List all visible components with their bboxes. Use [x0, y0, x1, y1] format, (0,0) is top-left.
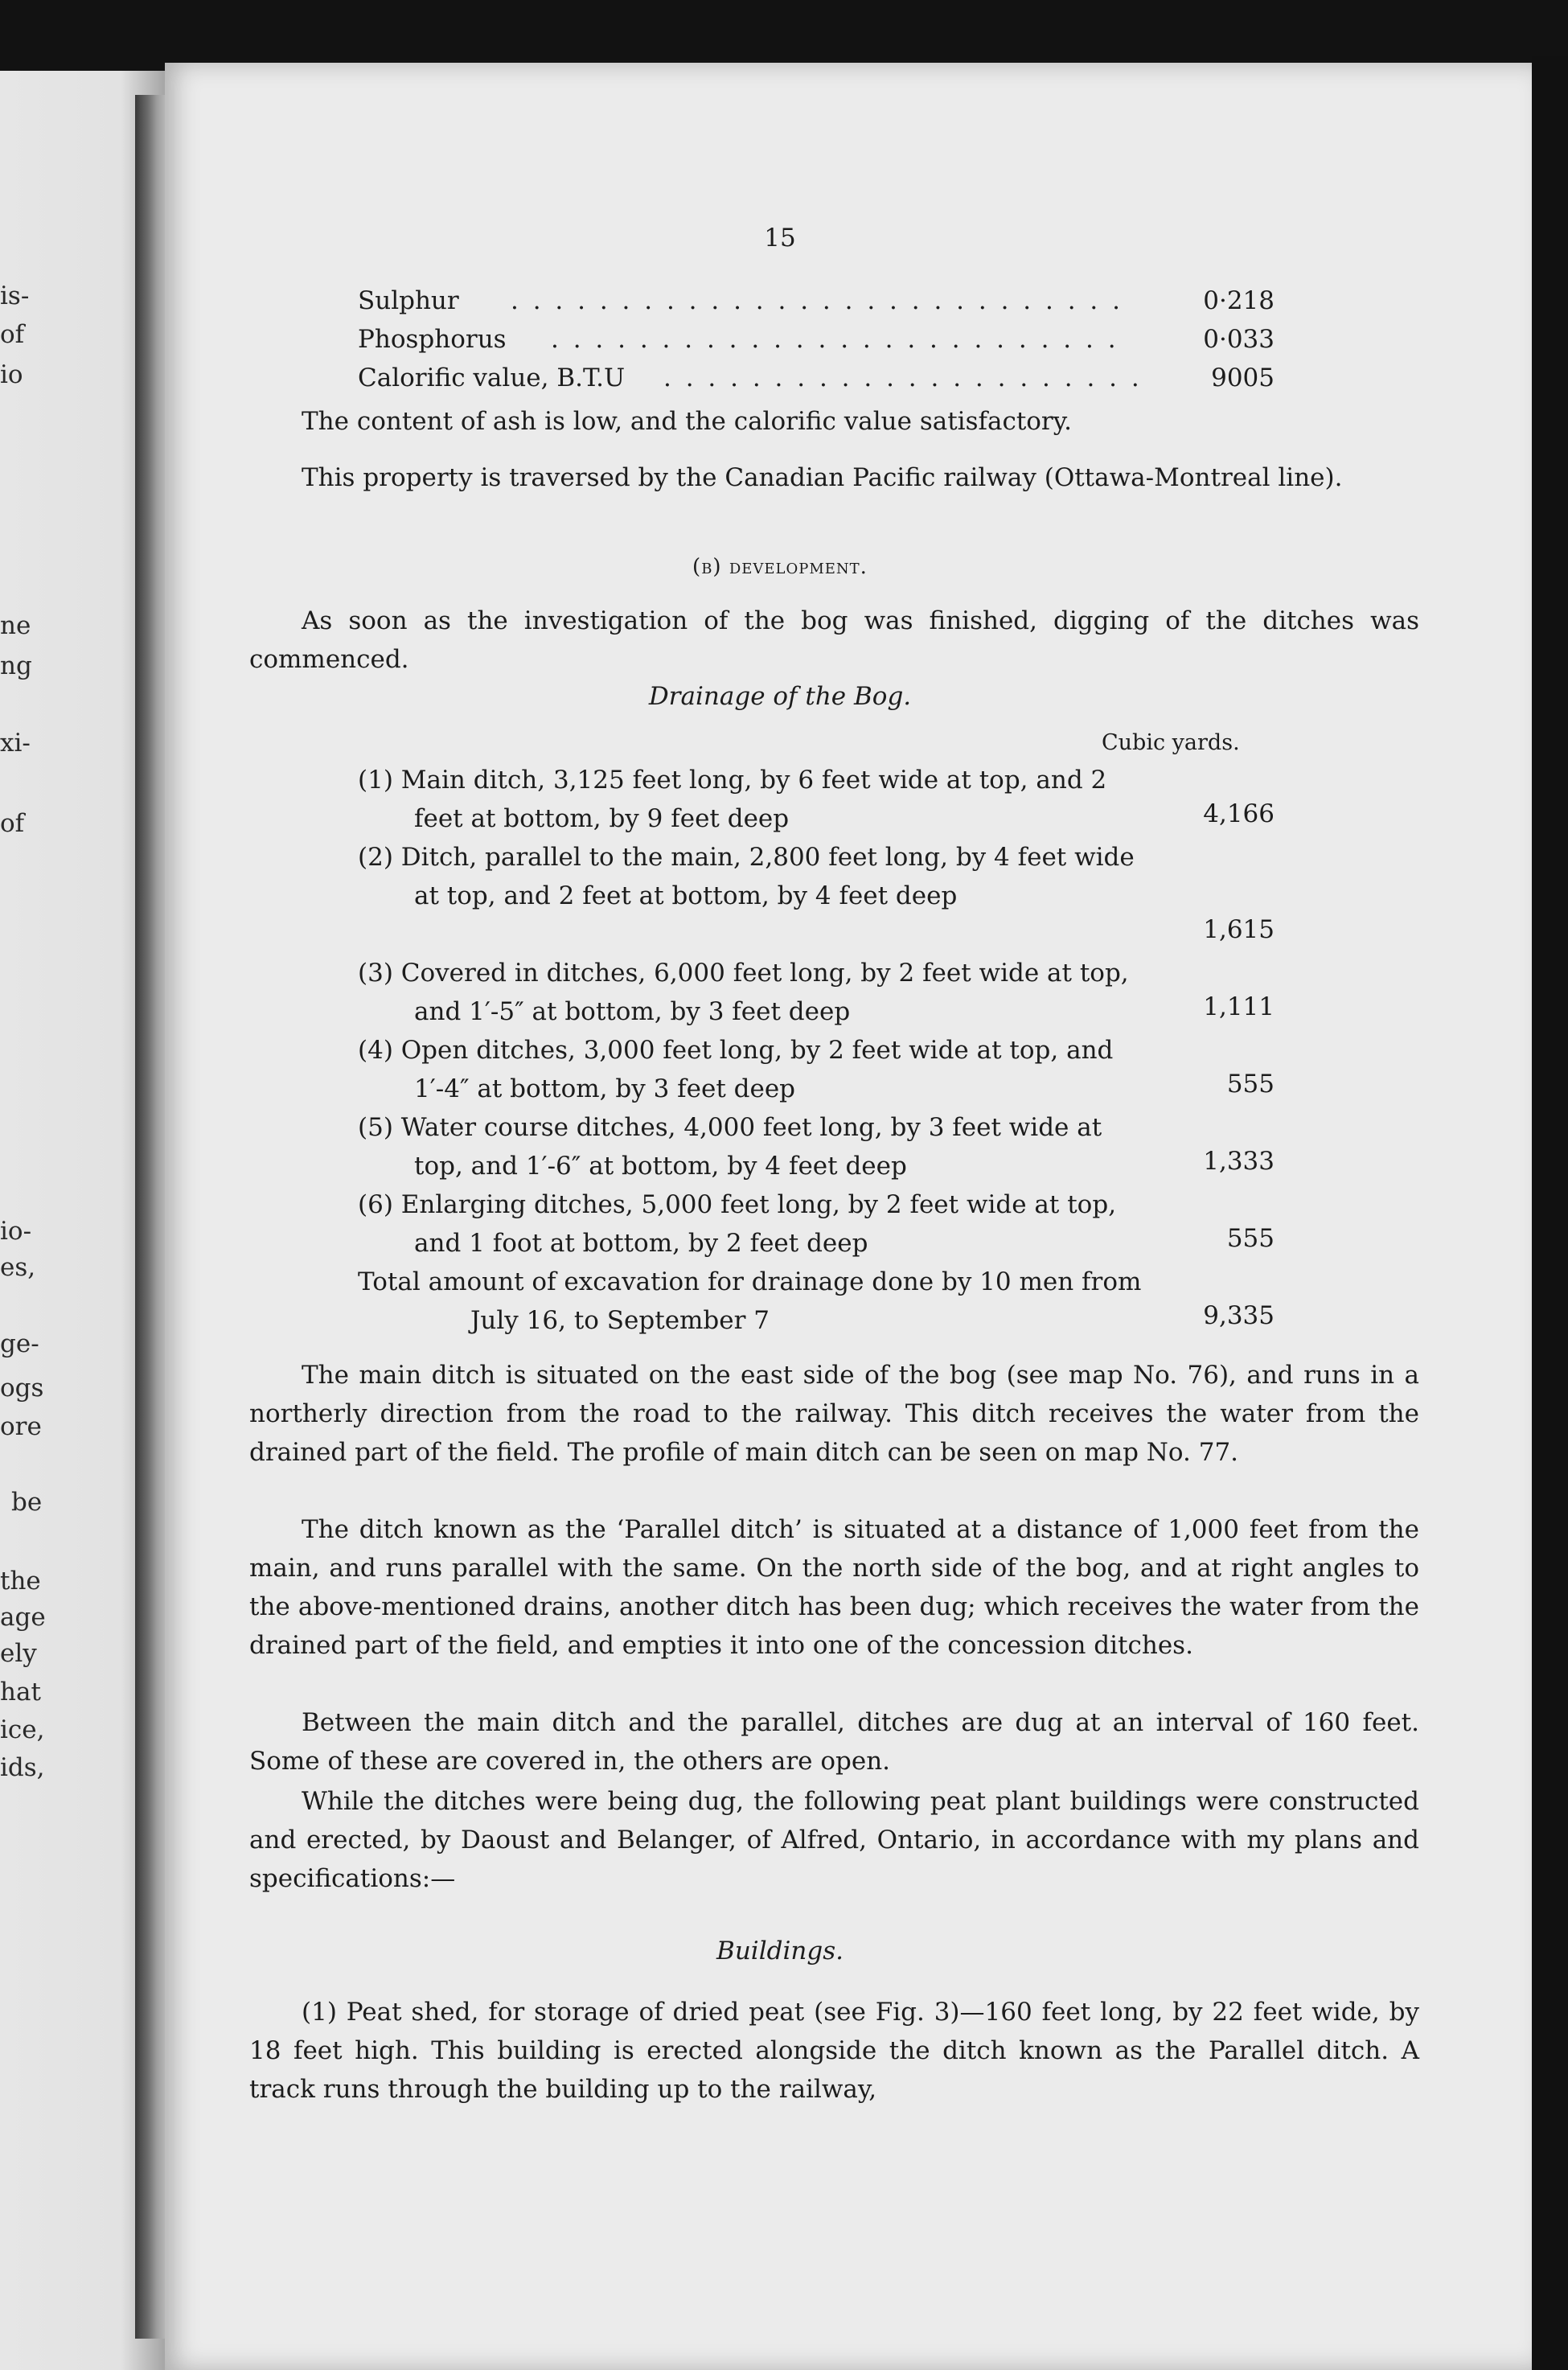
left-fragment: the [0, 1567, 41, 1596]
ditch-value: 1,615 [1203, 915, 1275, 944]
left-fragment: ng [0, 651, 32, 680]
analysis-label: Phosphorus [358, 325, 507, 354]
left-fragment: io- [0, 1217, 32, 1246]
parallel-ditch-paragraph: The ditch known as the ‘Parallel ditch’ is situated at a distance of 1,000 feet from the main, and runs parallel with the same. On the north side of the bog, and at right angles to the above-mentioned drains, another ditch has been dug; which receives the water from the drained part of the field, and empties it into one of the concession ditches. [249, 1515, 1419, 1660]
railway-paragraph: This property is traversed by the Canadian Pacific railway (Ottawa-Montreal line). [302, 463, 1343, 492]
left-fragment: ge- [0, 1329, 39, 1358]
ditch-item [358, 1108, 1146, 1185]
while-paragraph: While the ditches were being dug, the following peat plant buildings were constructed and erected, by Daoust and Belanger, of Alfred, Ontario, in accordance with my plans and specifications:— [249, 1787, 1419, 1893]
left-fragment: ids, [0, 1753, 45, 1782]
analysis-leader: . . . . . . . . . . . . . . . . . . . . . . [663, 364, 1143, 392]
ditch-item [358, 761, 1146, 838]
buildings-heading: Buildings. [716, 1937, 844, 1965]
main-ditch-paragraph: The main ditch is situated on the east side of the bog (see map No. 76), and runs in a northerly direction from the road to the railway. This ditch receives the water from the drained part of the field. The profile of main ditch can be seen on map No. 77. [249, 1361, 1419, 1467]
ditch-text: (6) Enlarging ditches, 5,000 feet long, by 2 feet wide at top, and 1 foot at bottom, by 2 feet deep [358, 1190, 1117, 1258]
ditch-text: (5) Water course ditches, 4,000 feet long, by 3 feet wide at top, and 1′-6″ at bottom, by 4 feet deep [358, 1113, 1102, 1181]
left-fragment: age [0, 1603, 46, 1632]
ditch-item [358, 1031, 1146, 1108]
total-value: 9,335 [1203, 1301, 1275, 1330]
left-fragment: io [0, 360, 23, 389]
left-fragment: of [0, 320, 25, 349]
analysis-leader: . . . . . . . . . . . . . . . . . . . . . . . . . . . . [511, 286, 1123, 315]
left-fragment: ely [0, 1639, 37, 1668]
ditch-value: 555 [1226, 1224, 1275, 1253]
left-fragment: of [0, 809, 25, 838]
peat-shed-paragraph: (1) Peat shed, for storage of dried peat (see Fig. 3)—160 feet long, by 22 feet wide, by 18 feet high. This building is erected alongside the ditch known as the Parallel ditch. A track runs through the building up to the railway, [249, 1998, 1419, 2104]
ditch-value: 555 [1226, 1070, 1275, 1099]
total-item [358, 1263, 1146, 1340]
ash-sentence: The content of ash is low, and the calorific value satisfactory. [302, 407, 1073, 436]
left-fragment: ice, [0, 1715, 45, 1744]
ditch-item [358, 838, 1146, 954]
left-fragment: xi- [0, 729, 31, 758]
ditch-text: (3) Covered in ditches, 6,000 feet long, by 2 feet wide at top, and 1′-5″ at bottom, by 3 feet deep [358, 959, 1129, 1026]
analysis-label: Sulphur [358, 286, 459, 315]
left-fragment: is- [0, 281, 30, 310]
total-text: Total amount of excavation for drainage done by 10 men from July 16, to September 7 [358, 1267, 1142, 1335]
cubic-yards-header: Cubic yards. [1102, 730, 1240, 755]
left-fragment: ogs [0, 1374, 44, 1403]
analysis-value: 0·218 [1203, 286, 1275, 315]
left-fragment: ne [0, 611, 31, 640]
analysis-label: Calorific value, B.T.U [358, 364, 626, 392]
left-fragment: be [11, 1488, 43, 1517]
analysis-value: 0·033 [1203, 325, 1275, 354]
right-page [165, 63, 1536, 2370]
drainage-heading: Drainage of the Bog. [648, 682, 912, 711]
between-paragraph: Between the main ditch and the parallel, ditches are dug at an interval of 160 feet. Some of these are covered in, the others are open. [249, 1708, 1419, 1776]
ditch-text: (4) Open ditches, 3,000 feet long, by 2 feet wide at top, and 1′-4″ at bottom, by 3 feet deep [358, 1036, 1114, 1103]
left-fragment: hat [0, 1678, 41, 1707]
ditch-item [358, 1185, 1146, 1263]
left-fragment: ore [0, 1412, 42, 1441]
ditch-value: 4,166 [1203, 799, 1275, 828]
ditch-value: 1,111 [1203, 992, 1275, 1021]
ditch-text: (1) Main ditch, 3,125 feet long, by 6 feet wide at top, and 2 feet at bottom, by 9 feet deep [358, 766, 1107, 833]
page-number: 15 [764, 224, 796, 253]
development-paragraph: As soon as the investigation of the bog was finished, digging of the ditches was commenced. [249, 606, 1419, 674]
ditch-item [358, 954, 1146, 1031]
analysis-value: 9005 [1211, 364, 1275, 392]
scan-border [1532, 56, 1568, 2370]
ditch-text: (2) Ditch, parallel to the main, 2,800 feet long, by 4 feet wide at top, and 2 feet at bottom, by 4 feet deep [358, 843, 1135, 910]
left-fragment: es, [0, 1253, 36, 1282]
section-heading: (b) development. [692, 555, 868, 579]
ditch-value: 1,333 [1203, 1147, 1275, 1176]
analysis-leader: . . . . . . . . . . . . . . . . . . . . . . . . . . [551, 325, 1119, 354]
